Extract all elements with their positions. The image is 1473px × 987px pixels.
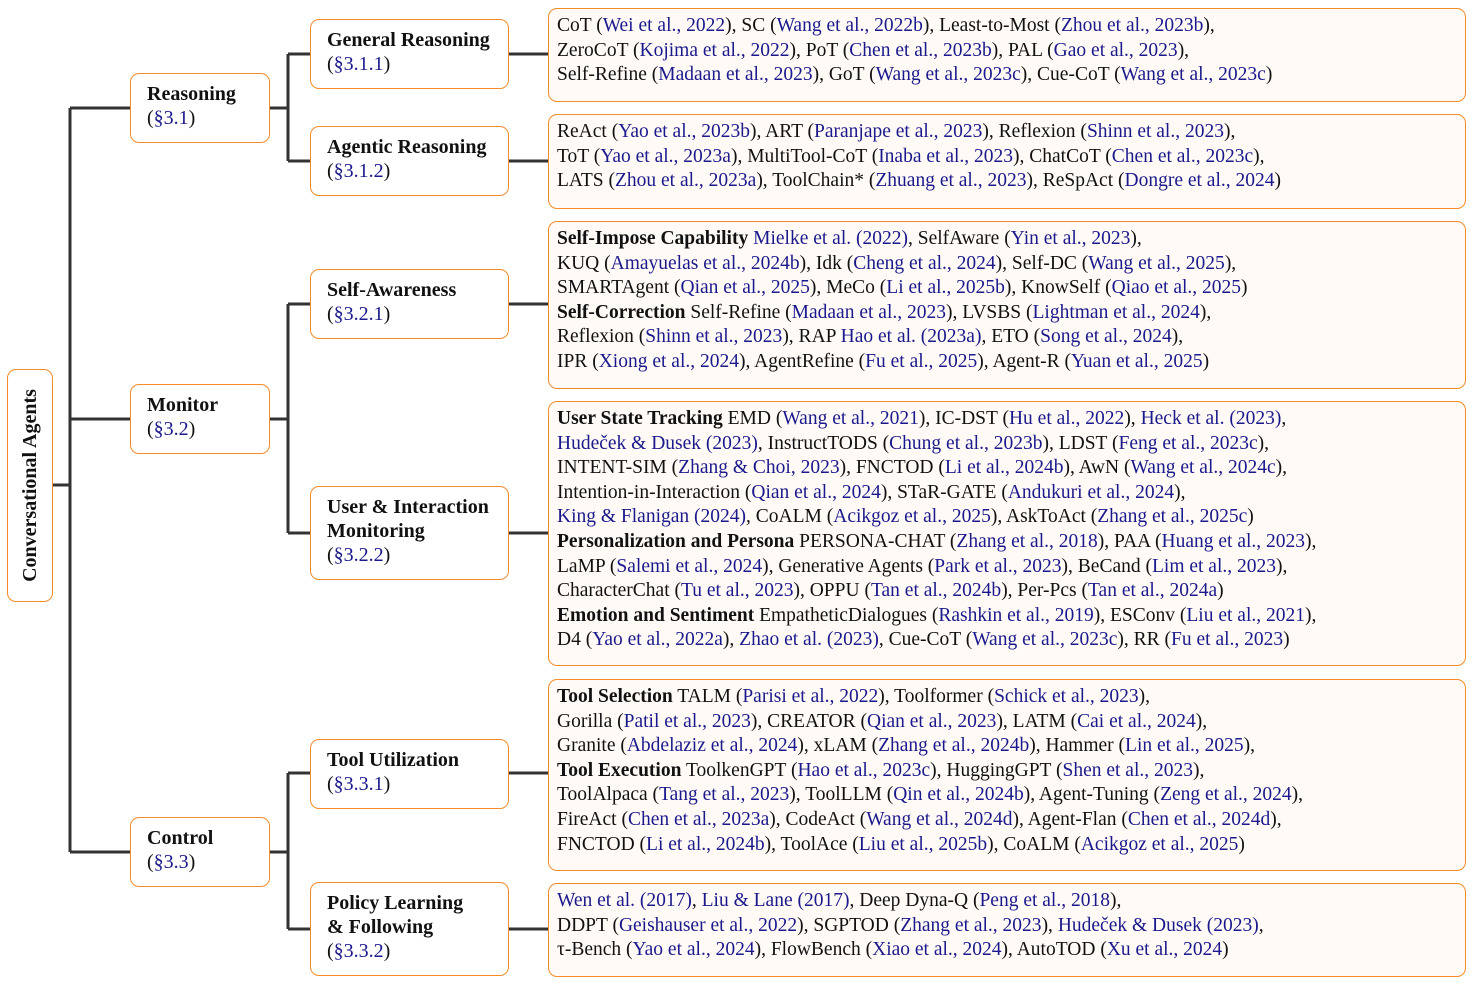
citation-link[interactable]: Zhang & Choi, 2023 bbox=[678, 457, 840, 479]
node-title: Agentic Reasoning bbox=[327, 136, 487, 158]
citation-link[interactable]: Feng et al., 2023c bbox=[1118, 432, 1258, 454]
citation-link[interactable]: Shinn et al., 2023 bbox=[1086, 121, 1224, 142]
leaf-text: ), CodeAct ( bbox=[769, 808, 867, 830]
category-label: Tool Execution bbox=[557, 759, 682, 781]
leaf-text: ), bbox=[1243, 735, 1256, 757]
node-title: Tool Utilization bbox=[327, 749, 460, 771]
leaf-text: , ETO ( bbox=[981, 326, 1041, 348]
leaf-line bbox=[557, 604, 1459, 629]
citation-link[interactable]: Paranjape et al., 2023 bbox=[814, 121, 983, 142]
citation-link[interactable]: Shen et al., 2023 bbox=[1062, 759, 1194, 781]
citation-link[interactable]: Hudeček & Dusek (2023) bbox=[1057, 914, 1259, 936]
node-title: Monitor bbox=[147, 394, 219, 416]
leaf-text: ), Agent-R ( bbox=[977, 350, 1071, 372]
leaf-text: ), bbox=[1195, 710, 1208, 732]
leaf-text: ) bbox=[1274, 170, 1282, 192]
leaf-text: ), FlowBench ( bbox=[754, 939, 873, 961]
leaf-text: , CoALM ( bbox=[746, 506, 834, 528]
leaf-text: ), GoT ( bbox=[812, 64, 876, 86]
leaf-line bbox=[557, 14, 1459, 39]
node-reasoning: Reasoning (§3.1) bbox=[130, 73, 270, 143]
leaf-text: ) bbox=[1222, 939, 1229, 961]
citation-link[interactable]: Xu et al., 2024 bbox=[1106, 939, 1223, 961]
leaf-tool-utilization bbox=[548, 679, 1466, 871]
leaf-text: ), Reflexion ( bbox=[982, 121, 1087, 142]
citation-link[interactable]: Li et al., 2025b bbox=[886, 277, 1005, 299]
leaf-text: ), bbox=[722, 629, 740, 651]
section-ref[interactable]: §3.3.1 bbox=[333, 773, 384, 795]
citation-link[interactable]: Gao et al., 2023 bbox=[1053, 39, 1178, 61]
leaf-text: ), PoT ( bbox=[789, 39, 850, 61]
leaf-text: ), ToolAce ( bbox=[764, 833, 859, 855]
leaf-text: ), Hammer ( bbox=[1029, 735, 1126, 757]
leaf-line bbox=[557, 39, 1459, 64]
leaf-text: ), bbox=[1130, 228, 1142, 249]
leaf-text: , SelfAware ( bbox=[907, 228, 1011, 249]
leaf-line bbox=[557, 889, 1459, 914]
node-agentic-reasoning: Agentic Reasoning (§3.1.2) bbox=[310, 126, 509, 196]
leaf-line bbox=[557, 120, 1459, 145]
leaf-text: ), AgentRefine ( bbox=[739, 350, 866, 372]
leaf-text: ), bbox=[1199, 301, 1212, 323]
citation-link[interactable]: Yao et al., 2022a bbox=[592, 629, 723, 651]
leaf-text: ), Idk ( bbox=[799, 252, 854, 274]
citation-link[interactable]: Tan et al., 2024a bbox=[1088, 580, 1218, 602]
leaf-text: ) bbox=[1283, 629, 1290, 651]
leaf-text: ), PAL ( bbox=[991, 39, 1054, 61]
leaf-text: EmpatheticDialogues ( bbox=[754, 604, 939, 626]
leaf-text: IPR ( bbox=[557, 350, 599, 372]
leaf-text: ), HuggingGPT ( bbox=[930, 759, 1063, 781]
citation-link[interactable]: Zhang et al., 2018 bbox=[956, 530, 1098, 552]
leaf-text: SMARTAgent ( bbox=[557, 277, 681, 299]
leaf-text: ), Per-Pcs ( bbox=[1001, 580, 1088, 602]
leaf-line bbox=[557, 252, 1459, 277]
citation-link[interactable]: Zhao et al. (2023) bbox=[739, 629, 879, 651]
node-title: General Reasoning bbox=[327, 29, 490, 51]
citation-link[interactable]: Liu et al., 2025b bbox=[858, 833, 988, 855]
leaf-text: INTENT-SIM ( bbox=[557, 457, 679, 479]
citation-link[interactable]: Cheng et al., 2024 bbox=[853, 252, 996, 274]
leaf-text: ) bbox=[1202, 350, 1210, 372]
citation-link[interactable]: Chen et al., 2023c bbox=[1111, 145, 1254, 167]
citation-link[interactable]: Wang et al., 2025 bbox=[1088, 252, 1225, 274]
node-policy-learning: Policy Learning & Following (§3.3.2) bbox=[310, 882, 509, 976]
citation-link[interactable]: Inaba et al., 2023 bbox=[878, 145, 1014, 167]
leaf-text: Gorilla ( bbox=[557, 710, 624, 732]
node-control: Control (§3.3) bbox=[130, 817, 270, 887]
citation-link[interactable]: Abdelaziz et al., 2024 bbox=[626, 735, 798, 757]
leaf-line bbox=[557, 759, 1459, 784]
leaf-line bbox=[557, 710, 1459, 735]
citation-link[interactable]: Chen et al., 2023b bbox=[849, 39, 992, 61]
leaf-text: ZeroCoT ( bbox=[557, 39, 640, 61]
leaf-line bbox=[557, 407, 1459, 432]
leaf-text: ) bbox=[1247, 506, 1254, 528]
leaf-text: ), bbox=[1223, 121, 1236, 142]
leaf-text: ), ART ( bbox=[750, 121, 815, 142]
citation-link[interactable]: Fu et al., 2025 bbox=[865, 350, 978, 372]
category-label: Self-Impose Capability bbox=[557, 228, 749, 249]
leaf-text: ), PAA ( bbox=[1097, 530, 1162, 552]
citation-link[interactable]: Yao et al., 2024 bbox=[632, 939, 755, 961]
leaf-text: ), RR ( bbox=[1117, 629, 1172, 651]
leaf-text: ), Agent-Flan ( bbox=[1012, 808, 1128, 830]
node-title: Self-Awareness bbox=[327, 279, 457, 301]
citation-link[interactable]: Rashkin et al., 2019 bbox=[938, 604, 1094, 626]
leaf-line bbox=[557, 350, 1459, 375]
citation-link[interactable]: Liu & Lane (2017) bbox=[701, 890, 850, 911]
citation-link[interactable]: Kojima et al., 2022 bbox=[639, 39, 790, 61]
citation-link[interactable]: Chen et al., 2023a bbox=[627, 808, 770, 830]
leaf-text: ), Toolformer ( bbox=[878, 686, 995, 707]
citation-link[interactable]: Shinn et al., 2023 bbox=[645, 326, 783, 348]
leaf-text: ), bbox=[1041, 914, 1058, 936]
leaf-text: ReAct ( bbox=[557, 121, 619, 142]
leaf-text: Granite ( bbox=[557, 735, 627, 757]
section-ref[interactable]: §3.1.2 bbox=[333, 160, 384, 182]
citation-link[interactable]: Parisi et al., 2022 bbox=[742, 686, 879, 707]
citation-link[interactable]: Wang et al., 2021 bbox=[782, 408, 919, 429]
citation-link[interactable]: Heck et al. (2023) bbox=[1140, 408, 1282, 429]
leaf-text: ), LDST ( bbox=[1042, 432, 1119, 454]
leaf-text: Intention-in-Interaction ( bbox=[557, 481, 752, 503]
citation-link[interactable]: Yin et al., 2023 bbox=[1010, 228, 1131, 249]
leaf-text: ), bbox=[1224, 252, 1237, 274]
node-title: Reasoning bbox=[147, 83, 236, 105]
leaf-text: ), SC ( bbox=[725, 15, 777, 36]
leaf-line bbox=[557, 555, 1459, 580]
leaf-text: ), bbox=[1124, 408, 1141, 429]
leaf-user-interaction bbox=[548, 401, 1466, 666]
node-title-cont: & Following bbox=[327, 916, 434, 938]
leaf-text: ), bbox=[1109, 890, 1122, 911]
leaf-line bbox=[557, 938, 1459, 963]
citation-link[interactable]: Qian et al., 2025 bbox=[680, 277, 810, 299]
leaf-text: FireAct ( bbox=[557, 808, 628, 830]
leaf-text: TALM ( bbox=[672, 686, 743, 707]
leaf-line bbox=[557, 783, 1459, 808]
leaf-text: ), Self-DC ( bbox=[995, 252, 1089, 274]
citation-link[interactable]: Qiao et al., 2025 bbox=[1111, 277, 1242, 299]
leaf-text: ), bbox=[1203, 15, 1215, 36]
root-node bbox=[7, 369, 53, 602]
leaf-self-awareness bbox=[548, 221, 1466, 389]
citation-link[interactable]: Zhuang et al., 2023 bbox=[875, 170, 1027, 192]
category-label: Emotion and Sentiment bbox=[557, 604, 755, 626]
citation-link[interactable]: Wang et al., 2024d bbox=[866, 808, 1013, 830]
leaf-text: ), ESConv ( bbox=[1093, 604, 1187, 626]
leaf-text: ), bbox=[1174, 481, 1186, 503]
citation-link[interactable]: Qian et al., 2023 bbox=[867, 710, 997, 732]
leaf-text: EMD ( bbox=[722, 408, 783, 429]
leaf-text: ToolkenGPT ( bbox=[681, 759, 798, 781]
leaf-text: LATS ( bbox=[557, 170, 615, 192]
citation-link[interactable]: Lin et al., 2025 bbox=[1125, 735, 1244, 757]
leaf-line bbox=[557, 481, 1459, 506]
citation-link[interactable]: Yao et al., 2023a bbox=[600, 145, 731, 167]
leaf-line bbox=[557, 227, 1459, 252]
leaf-line bbox=[557, 685, 1459, 710]
citation-link[interactable]: Zhang et al., 2024b bbox=[878, 735, 1030, 757]
citation-link[interactable]: King & Flanigan (2024) bbox=[557, 506, 747, 528]
leaf-text: ), ChatCoT ( bbox=[1013, 145, 1112, 167]
leaf-text: ), ReSpAct ( bbox=[1026, 170, 1125, 192]
node-user-interaction: User & Interaction Monitoring (§3.2.2) bbox=[310, 486, 509, 580]
citation-link[interactable]: Amayuelas et al., 2024b bbox=[610, 252, 800, 274]
category-label: Personalization and Persona bbox=[557, 530, 795, 552]
citation-link[interactable]: Zhang et al., 2025c bbox=[1097, 506, 1248, 528]
node-general-reasoning: General Reasoning (§3.1.1) bbox=[310, 19, 509, 89]
leaf-text: ), KnowSelf ( bbox=[1004, 277, 1112, 299]
node-tool-utilization: Tool Utilization (§3.3.1) bbox=[310, 739, 509, 809]
citation-link[interactable]: Andukuri et al., 2024 bbox=[1007, 481, 1175, 503]
leaf-text: PERSONA-CHAT ( bbox=[794, 530, 957, 552]
node-title: Control bbox=[147, 827, 214, 849]
citation-link[interactable]: Wang et al., 2023c bbox=[972, 629, 1118, 651]
citation-link[interactable]: Zeng et al., 2024 bbox=[1160, 784, 1292, 806]
leaf-text: D4 ( bbox=[557, 629, 593, 651]
citation-link[interactable]: Song et al., 2024 bbox=[1040, 326, 1172, 348]
citation-link[interactable]: Acikgoz et al., 2025 bbox=[833, 506, 991, 528]
citation-link[interactable]: Lim et al., 2023 bbox=[1151, 555, 1277, 577]
leaf-line bbox=[557, 579, 1459, 604]
leaf-line bbox=[557, 325, 1459, 350]
leaf-text: ), Generative Agents ( bbox=[762, 555, 935, 577]
root-label: Conversational Agents bbox=[18, 389, 41, 582]
leaf-line bbox=[557, 808, 1459, 833]
leaf-text: ), LVSBS ( bbox=[945, 301, 1033, 323]
leaf-text: ) bbox=[1265, 64, 1273, 86]
leaf-text: ), bbox=[1291, 784, 1304, 806]
leaf-text: ), bbox=[1270, 808, 1282, 830]
leaf-text: , bbox=[1281, 408, 1287, 429]
leaf-line bbox=[557, 734, 1459, 759]
leaf-text: ), MeCo ( bbox=[809, 277, 887, 299]
leaf-text: Self-Refine ( bbox=[685, 301, 792, 323]
leaf-text: DDPT ( bbox=[557, 914, 619, 936]
leaf-text: ), AskToAct ( bbox=[990, 506, 1098, 528]
citation-link[interactable]: Park et al., 2023 bbox=[934, 555, 1062, 577]
citation-link[interactable]: Chung et al., 2023b bbox=[889, 432, 1043, 454]
section-ref[interactable]: §3.1.1 bbox=[333, 53, 384, 75]
leaf-text: ), CREATOR ( bbox=[750, 710, 867, 732]
citation-link[interactable]: Qin et al., 2024b bbox=[893, 784, 1024, 806]
citation-link[interactable]: Geishauser et al., 2022 bbox=[618, 914, 798, 936]
citation-link[interactable]: Fu et al., 2023 bbox=[1171, 629, 1284, 651]
leaf-text: ), bbox=[1257, 432, 1270, 454]
citation-link[interactable]: Yao et al., 2023b bbox=[618, 121, 750, 142]
citation-link[interactable]: Lightman et al., 2024 bbox=[1032, 301, 1200, 323]
citation-link[interactable]: Wen et al. (2017) bbox=[557, 890, 692, 911]
leaf-text: ), bbox=[1138, 686, 1151, 707]
node-title: Policy Learning bbox=[327, 892, 464, 914]
leaf-text: , bbox=[1258, 914, 1264, 936]
leaf-text: ), AutoTOD ( bbox=[1001, 939, 1107, 961]
citation-link[interactable]: Schick et al., 2023 bbox=[994, 686, 1139, 707]
leaf-text: ), bbox=[1177, 39, 1190, 61]
leaf-general-reasoning bbox=[548, 8, 1466, 102]
citation-link[interactable]: Wang et al., 2023c bbox=[875, 64, 1021, 86]
citation-link[interactable]: Tu et al., 2023 bbox=[680, 580, 794, 602]
leaf-text: CoT ( bbox=[557, 15, 603, 36]
leaf-text: , bbox=[691, 890, 702, 911]
leaf-text: ), AwN ( bbox=[1063, 457, 1131, 479]
citation-link[interactable]: Hao et al., 2023c bbox=[797, 759, 931, 781]
section-ref[interactable]: §3.3 bbox=[153, 851, 189, 873]
leaf-line bbox=[557, 914, 1459, 939]
leaf-line bbox=[557, 505, 1459, 530]
leaf-line bbox=[557, 145, 1459, 170]
citation-link[interactable]: Tang et al., 2023 bbox=[659, 784, 790, 806]
citation-link[interactable]: Zhou et al., 2023b bbox=[1060, 15, 1204, 36]
citation-link[interactable]: Wang et al., 2022b bbox=[776, 15, 923, 36]
citation-link[interactable]: Qian et al., 2024 bbox=[751, 481, 881, 503]
leaf-text: ), CoALM ( bbox=[987, 833, 1081, 855]
citation-link[interactable]: Huang et al., 2023 bbox=[1161, 530, 1306, 552]
citation-link[interactable]: Tan et al., 2024b bbox=[870, 580, 1002, 602]
leaf-line bbox=[557, 301, 1459, 326]
leaf-text: ), bbox=[1305, 604, 1317, 626]
citation-link[interactable]: Salemi et al., 2024 bbox=[616, 555, 763, 577]
citation-link[interactable]: Hao et al. (2023a) bbox=[840, 326, 982, 348]
citation-link[interactable]: Zhou et al., 2023a bbox=[614, 170, 757, 192]
section-ref[interactable]: §3.2 bbox=[153, 418, 189, 440]
leaf-text: ), bbox=[1305, 530, 1317, 552]
citation-link[interactable]: Wang et al., 2023c bbox=[1120, 64, 1266, 86]
leaf-text: ), ToolLLM ( bbox=[789, 784, 894, 806]
category-label: User State Tracking bbox=[557, 408, 723, 429]
citation-link[interactable]: Hu et al., 2022 bbox=[1008, 408, 1125, 429]
citation-link[interactable]: Cai et al., 2024 bbox=[1077, 710, 1196, 732]
section-ref[interactable]: §3.2.2 bbox=[333, 544, 384, 566]
leaf-text: FNCTOD ( bbox=[557, 833, 647, 855]
leaf-text: ), xLAM ( bbox=[797, 735, 879, 757]
leaf-text: ) bbox=[1241, 277, 1248, 299]
leaf-line bbox=[557, 456, 1459, 481]
leaf-text: ), IC-DST ( bbox=[918, 408, 1009, 429]
leaf-text: Reflexion ( bbox=[557, 326, 646, 348]
leaf-line bbox=[557, 169, 1459, 194]
leaf-text: ), Least-to-Most ( bbox=[922, 15, 1061, 36]
node-title: User & Interaction bbox=[327, 496, 489, 518]
leaf-text: , Deep Dyna-Q ( bbox=[849, 890, 980, 911]
citation-link[interactable]: Wang et al., 2024c bbox=[1130, 457, 1276, 479]
leaf-text: KUQ ( bbox=[557, 252, 611, 274]
leaf-text: ), bbox=[1275, 457, 1288, 479]
section-ref[interactable]: §3.2.1 bbox=[333, 303, 384, 325]
leaf-text: ), RAP bbox=[782, 326, 841, 348]
leaf-text: ), STaR-GATE ( bbox=[880, 481, 1008, 503]
category-label: Tool Selection bbox=[557, 686, 673, 707]
category-label: Self-Correction bbox=[557, 301, 686, 323]
node-title-cont: Monitoring bbox=[327, 520, 425, 542]
node-self-awareness: Self-Awareness (§3.2.1) bbox=[310, 269, 509, 339]
leaf-text: ), FNCTOD ( bbox=[839, 457, 945, 479]
leaf-text: ), bbox=[1171, 326, 1184, 348]
citation-link[interactable]: Acikgoz et al., 2025 bbox=[1080, 833, 1239, 855]
leaf-text: CharacterChat ( bbox=[557, 580, 681, 602]
leaf-text: ToolAlpaca ( bbox=[557, 784, 660, 806]
node-monitor: Monitor (§3.2) bbox=[130, 384, 270, 454]
leaf-line bbox=[557, 628, 1459, 653]
leaf-text: Self-Refine ( bbox=[557, 64, 659, 86]
citation-link[interactable]: Zhang et al., 2023 bbox=[900, 914, 1042, 936]
leaf-agentic-reasoning bbox=[548, 114, 1466, 209]
citation-link[interactable]: Mielke et al. (2022) bbox=[753, 228, 908, 249]
leaf-text: ), LATM ( bbox=[996, 710, 1078, 732]
citation-link[interactable]: Madaan et al., 2023 bbox=[791, 301, 946, 323]
leaf-text: ), BeCand ( bbox=[1061, 555, 1152, 577]
citation-link[interactable]: Li et al., 2024b bbox=[646, 833, 765, 855]
citation-link[interactable]: Liu et al., 2021 bbox=[1186, 604, 1305, 626]
leaf-text: LaMP ( bbox=[557, 555, 617, 577]
leaf-line bbox=[557, 63, 1459, 88]
leaf-text: τ-Bench ( bbox=[557, 939, 633, 961]
leaf-line bbox=[557, 276, 1459, 301]
leaf-text: ), Agent-Tuning ( bbox=[1023, 784, 1161, 806]
leaf-text: ) bbox=[1238, 833, 1245, 855]
citation-link[interactable]: Li et al., 2024b bbox=[944, 457, 1064, 479]
leaf-text: ), bbox=[1193, 759, 1205, 781]
leaf-text: ), OPPU ( bbox=[793, 580, 871, 602]
leaf-policy-learning bbox=[548, 883, 1466, 977]
section-ref[interactable]: §3.3.2 bbox=[333, 940, 384, 962]
leaf-line bbox=[557, 833, 1459, 858]
leaf-line bbox=[557, 432, 1459, 457]
citation-link[interactable]: Yuan et al., 2025 bbox=[1071, 350, 1203, 372]
citation-link[interactable]: Chen et al., 2024d bbox=[1127, 808, 1271, 830]
leaf-text: ) bbox=[1217, 580, 1224, 602]
citation-link[interactable]: Wei et al., 2022 bbox=[602, 15, 726, 36]
section-ref[interactable]: §3.1 bbox=[153, 107, 189, 129]
leaf-text: ), Cue-CoT ( bbox=[1020, 64, 1121, 86]
leaf-text: , Cue-CoT ( bbox=[878, 629, 973, 651]
leaf-text: ), MultiTool-CoT ( bbox=[730, 145, 879, 167]
leaf-text: ), SGPTOD ( bbox=[797, 914, 901, 936]
leaf-line bbox=[557, 530, 1459, 555]
leaf-text: ), bbox=[1276, 555, 1288, 577]
citation-link[interactable]: Xiao et al., 2024 bbox=[872, 939, 1002, 961]
leaf-text: ), ToolChain* ( bbox=[756, 170, 876, 192]
citation-link[interactable]: Madaan et al., 2023 bbox=[658, 64, 813, 86]
citation-link[interactable]: Hudeček & Dusek (2023) bbox=[557, 432, 758, 454]
citation-link[interactable]: Xiong et al., 2024 bbox=[598, 350, 739, 372]
leaf-text: ToT ( bbox=[557, 145, 601, 167]
citation-link[interactable]: Peng et al., 2018 bbox=[979, 890, 1110, 911]
citation-link[interactable]: Patil et al., 2023 bbox=[623, 710, 751, 732]
leaf-text: ), bbox=[1253, 145, 1265, 167]
leaf-text: , InstructTODS ( bbox=[757, 432, 890, 454]
citation-link[interactable]: Dongre et al., 2024 bbox=[1124, 170, 1275, 192]
